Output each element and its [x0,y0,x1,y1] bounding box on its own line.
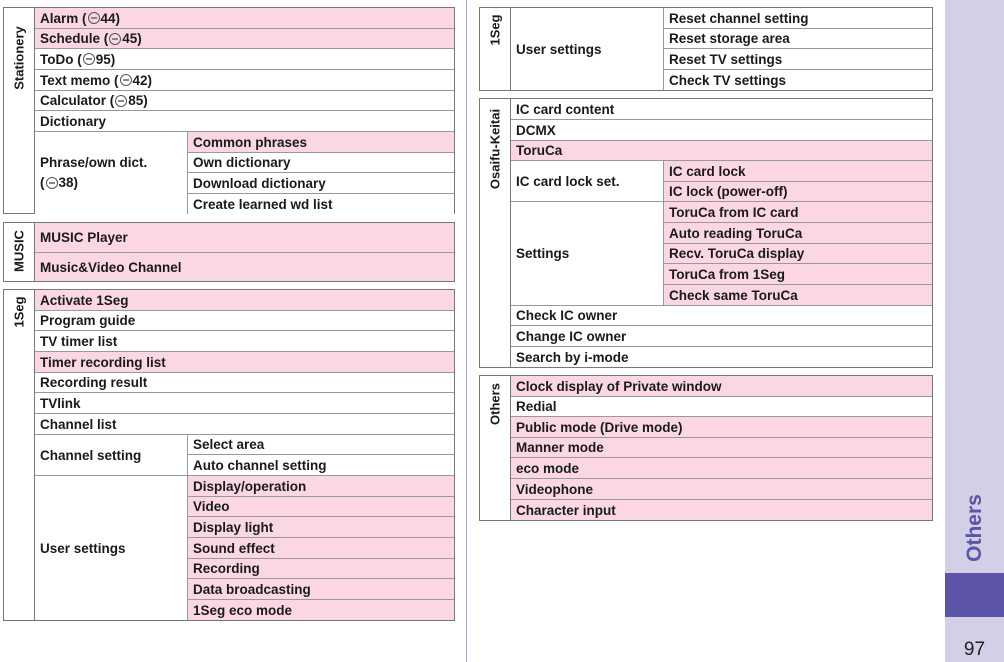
menu-item-activate-1seg[interactable]: Activate 1Seg [35,290,454,311]
menu-key-icon [83,53,95,65]
menu-item-dictionary[interactable]: Dictionary [35,111,454,132]
submenu-display-operation[interactable]: Display/operation [188,476,454,497]
others-section-label [480,376,511,520]
oneseg-label: 1Seg [11,296,27,328]
submenu-check-same-toruca[interactable]: Check same ToruCa [664,285,932,306]
menu-item-dcmx[interactable]: DCMX [511,120,932,141]
menu-key-icon [88,12,100,24]
menu-item-public-mode[interactable]: Public mode (Drive mode) [511,417,932,438]
menu-item-text-memo[interactable]: Text memo ( 42) [35,70,454,91]
menu-item-tv-timer-list[interactable]: TV timer list [35,331,454,352]
menu-item-eco-mode[interactable]: eco mode [511,458,932,479]
submenu-auto-channel-setting[interactable]: Auto channel setting [188,455,454,476]
osaifu-keitai-section-label [480,99,511,367]
menu-item-character-input[interactable]: Character input [511,500,932,520]
oneseg-continued-label: 1Seg [487,14,503,46]
chapter-tab-marker [945,573,1004,617]
menu-item-channel-list[interactable]: Channel list [35,414,454,435]
submenu-reset-channel-setting[interactable]: Reset channel setting [664,8,932,29]
submenu-display-light[interactable]: Display light [188,517,454,538]
menu-key-icon [46,177,58,189]
menu-item-clock-display-private-window[interactable]: Clock display of Private window [511,376,932,397]
submenu-download-dictionary[interactable]: Download dictionary [188,173,454,194]
menu-item-settings[interactable]: Settings [511,202,663,306]
submenu-ic-card-lock[interactable]: IC card lock [664,161,932,182]
others-label: Others [487,383,503,425]
submenu-ic-lock-power-off[interactable]: IC lock (power-off) [664,182,932,202]
osaifu-keitai-label: Osaifu-Keitai [487,108,503,190]
menu-item-tvlink[interactable]: TVlink [35,393,454,414]
menu-item-alarm[interactable]: Alarm ( 44) [35,8,454,29]
menu-item-calculator[interactable]: Calculator ( 85) [35,91,454,111]
submenu-1seg-eco-mode[interactable]: 1Seg eco mode [188,600,454,620]
submenu-auto-reading-toruca[interactable]: Auto reading ToruCa [664,223,932,244]
submenu-reset-storage-area[interactable]: Reset storage area [664,29,932,49]
submenu-data-broadcasting[interactable]: Data broadcasting [188,579,454,600]
menu-item-search-by-i-mode[interactable]: Search by i-mode [511,347,932,367]
menu-item-manner-mode[interactable]: Manner mode [511,438,932,458]
menu-item-check-ic-owner[interactable]: Check IC owner [511,306,932,326]
menu-item-toruca[interactable]: ToruCa [511,141,932,161]
menu-key-icon [120,74,132,86]
oneseg-section-label [4,290,35,620]
column-divider [466,0,467,662]
menu-item-music-video-channel[interactable]: Music&Video Channel [35,253,454,281]
oneseg-table [3,289,455,621]
submenu-create-learned-wd-list[interactable]: Create learned wd list [188,194,454,214]
submenu-toruca-from-1seg[interactable]: ToruCa from 1Seg [664,264,932,285]
submenu-common-phrases[interactable]: Common phrases [188,132,454,153]
menu-item-redial[interactable]: Redial [511,397,932,417]
oneseg-continued-section-label [480,8,511,90]
submenu-own-dictionary[interactable]: Own dictionary [188,153,454,173]
menu-key-icon [115,95,127,107]
stationery-section-label [4,8,35,213]
menu-item-user-settings[interactable]: User settings [35,476,187,620]
menu-item-schedule[interactable]: Schedule ( 45) [35,29,454,49]
music-label: MUSIC [11,230,27,272]
submenu-reset-tv-settings[interactable]: Reset TV settings [664,49,932,70]
submenu-toruca-from-ic-card[interactable]: ToruCa from IC card [664,202,932,223]
menu-item-timer-recording-list[interactable]: Timer recording list [35,352,454,373]
submenu-check-tv-settings[interactable]: Check TV settings [664,70,932,90]
music-table [3,222,455,282]
submenu-recording[interactable]: Recording [188,559,454,579]
stationery-table [3,7,455,214]
menu-item-ic-card-lock-set[interactable]: IC card lock set. [511,161,663,202]
others-table [479,375,933,521]
menu-item-change-ic-owner[interactable]: Change IC owner [511,326,932,347]
chapter-tab-label: Others [962,494,986,562]
menu-item-channel-setting[interactable]: Channel setting [35,435,187,476]
menu-item-ic-card-content[interactable]: IC card content [511,99,932,120]
osaifu-keitai-table [479,98,933,368]
menu-item-phrase-own-dict[interactable]: Phrase/own dict. ( 38) [35,132,187,214]
music-section-label [4,223,35,281]
submenu-sound-effect[interactable]: Sound effect [188,538,454,559]
stationery-label: Stationery [11,26,27,90]
menu-item-music-player[interactable]: MUSIC Player [35,223,454,253]
menu-item-videophone[interactable]: Videophone [511,479,932,500]
menu-key-icon [109,33,121,45]
oneseg-continued-table [479,7,933,91]
chapter-side-tab [945,0,1004,662]
menu-item-todo[interactable]: ToDo ( 95) [35,49,454,70]
menu-item-recording-result[interactable]: Recording result [35,373,454,393]
page-number: 97 [963,639,986,660]
submenu-recv-toruca-display[interactable]: Recv. ToruCa display [664,244,932,264]
menu-item-program-guide[interactable]: Program guide [35,311,454,331]
submenu-select-area[interactable]: Select area [188,435,454,455]
submenu-video[interactable]: Video [188,497,454,517]
menu-item-user-settings-continued[interactable]: User settings [511,8,663,90]
